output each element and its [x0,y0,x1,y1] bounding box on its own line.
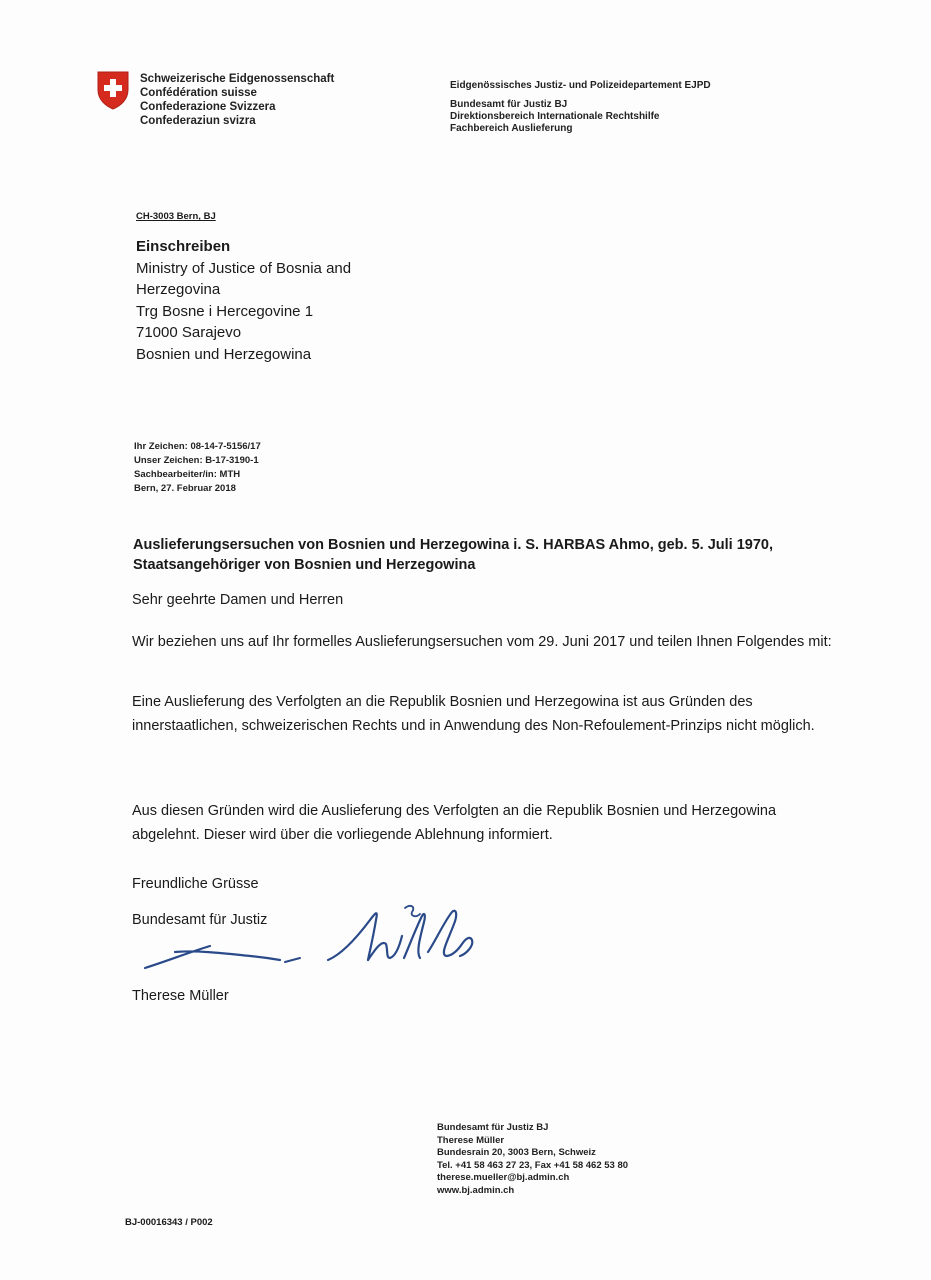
confederation-name-fr: Confédération suisse [140,87,257,99]
address-line: Ministry of Justice of Bosnia and [136,259,352,277]
footer-email: therese.mueller@bj.admin.ch [437,1172,570,1183]
paragraph-1: Wir beziehen uns auf Ihr formelles Auslieferungsersuchen vom 29. Juni 2017 und teilen Ihnen Folgendes mit: [132,634,832,650]
document-id: BJ-00016343 / P002 [125,1217,213,1228]
division-name: Direktionsbereich Internationale Rechtshilfe [450,111,660,122]
paragraph-3: Aus diesen Gründen wird die Auslieferung des Verfolgten an die Republik Bosnien und Herzegowina abgelehnt. Dieser wird über die vorliegende Ablehnung informiert. [132,803,777,843]
signer-name: Therese Müller [132,988,229,1004]
department-name: Eidgenössisches Justiz- und Polizeidepartement EJPD [450,80,711,91]
footer-office: Bundesamt für Justiz BJ [437,1122,549,1133]
clerk: Sachbearbeiter/in: MTH [134,469,241,480]
department-header [450,80,711,135]
closing: Freundliche Grüsse [132,876,259,892]
office-name: Bundesamt für Justiz BJ [450,99,568,110]
swiss-coat-of-arms-icon [96,70,130,110]
unit-name: Fachbereich Auslieferung [450,123,573,134]
footer-phone-fax: Tel. +41 58 463 27 23, Fax +41 58 462 53 80 [437,1159,629,1171]
salutation: Sehr geehrte Damen und Herren [132,592,344,608]
signing-office: Bundesamt für Justiz [132,912,268,928]
footer-name: Therese Müller [437,1134,505,1146]
reference-block [134,440,261,496]
your-reference: Ihr Zeichen: 08-14-7-5156/17 [134,441,261,452]
our-reference: Unser Zeichen: B-17-3190-1 [134,455,259,466]
sender-line: CH-3003 Bern, BJ [136,211,216,222]
address-line: Trg Bosne i Hercegovine 1 [136,302,314,320]
recipient-address [136,236,351,365]
handwritten-signature [140,900,520,980]
footer-address: Bundesrain 20, 3003 Bern, Schweiz [437,1147,596,1158]
confederation-names [140,72,334,128]
confederation-name-de: Schweizerische Eidgenossenschaft [140,73,335,85]
registered-mail-label: Einschreiben [136,238,231,255]
letter-date: Bern, 27. Februar 2018 [134,483,236,494]
confederation-name-rm: Confederaziun svizra [140,115,256,127]
address-line: Bosnien und Herzegowina [136,345,312,363]
address-line: Herzegovina [136,281,221,298]
address-line: 71000 Sarajevo [136,324,242,341]
confederation-name-it: Confederazione Svizzera [140,101,276,113]
footer-website: www.bj.admin.ch [437,1184,515,1196]
contact-footer [437,1122,628,1197]
paragraph-2: Eine Auslieferung des Verfolgten an die Republik Bosnien und Herzegowina ist aus Gründen des innerstaatlichen, schweizerischen Rechts und in Anwendung des Non-Refoulement-Prinzips nicht möglich. [132,694,815,734]
letter-subject: Auslieferungsersuchen von Bosnien und Herzegowina i. S. HARBAS Ahmo, geb. 5. Juli 1970, Staatsangehöriger von Bosnien und Herzegowina [133,537,774,573]
